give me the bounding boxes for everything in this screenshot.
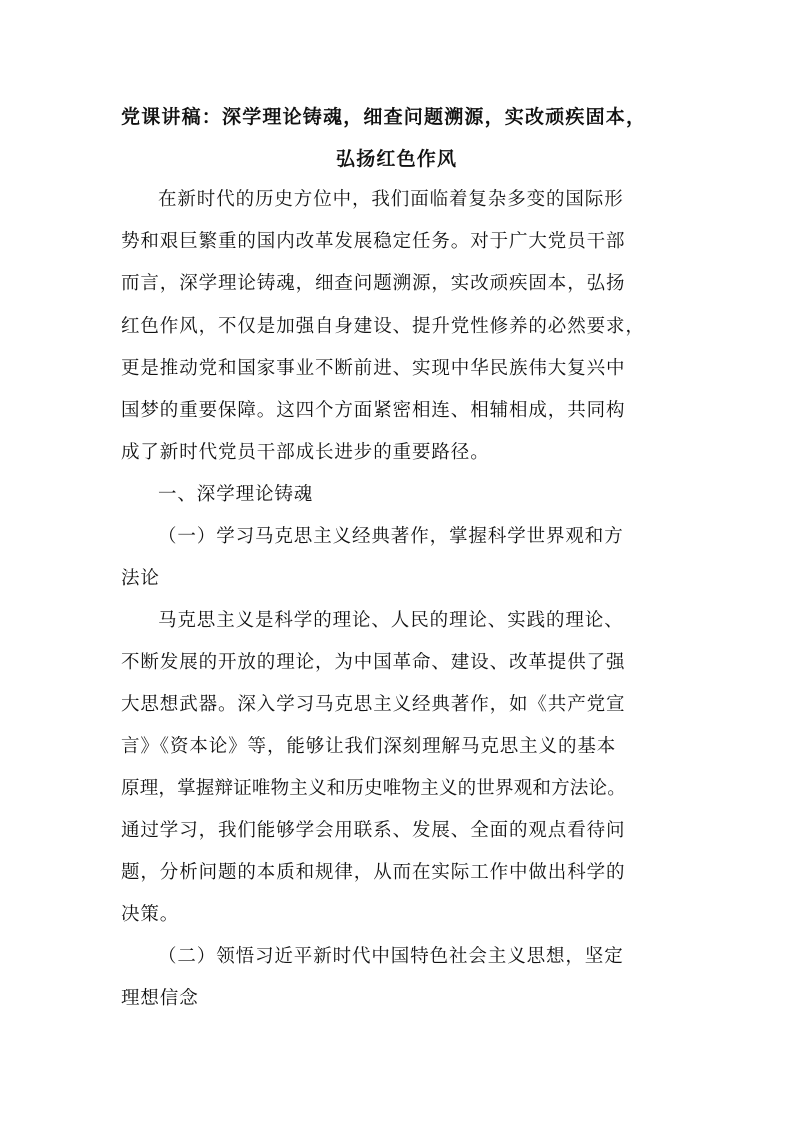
intro-paragraph-line: 更是推动党和国家事业不断前进、实现中华民族伟大复兴中 [121,358,626,379]
intro-paragraph-line: 红色作风，不仅是加强自身建设、提升党性修养的必然要求， [121,316,645,337]
subsection-heading-line: （二）领悟习近平新时代中国特色社会主义思想，坚定 [158,946,624,967]
body-paragraph-line: 题，分析问题的本质和规律，从而在实际工作中做出科学的 [121,862,626,883]
body-paragraph-line: 言》《资本论》等，能够让我们深刻理解马克思主义的基本 [121,736,617,757]
body-paragraph-line: 原理，掌握辩证唯物主义和历史唯物主义的世界观和方法论。 [121,778,626,799]
subsection-heading-line: （一）学习马克思主义经典著作，掌握科学世界观和方 [158,526,624,547]
document-title-line-1: 党课讲稿：深学理论铸魂，细查问题溯源，实改顽疾固本， [121,106,647,128]
subsection-heading-line: 法论 [121,568,160,589]
body-paragraph-line: 马克思主义是科学的理论、人民的理论、实践的理论、 [158,610,624,631]
intro-paragraph-line: 势和艰巨繁重的国内改革发展稳定任务。对于广大党员干部 [121,231,626,252]
intro-paragraph-line: 国梦的重要保障。这四个方面紧密相连、相辅相成，共同构 [121,400,626,421]
intro-paragraph-line: 成了新时代党员干部成长进步的重要路径。 [121,442,490,463]
body-paragraph-line: 大思想武器。深入学习马克思主义经典著作，如《共产党宣 [121,694,626,715]
body-paragraph-line: 决策。 [121,904,180,925]
document-title-line-2: 弘扬红色作风 [336,148,458,170]
section-heading: 一、深学理论铸魂 [158,484,314,505]
intro-paragraph-line: 在新时代的历史方位中，我们面临着复杂多变的国际形 [158,189,624,210]
intro-paragraph-line: 而言，深学理论铸魂，细查问题溯源，实改顽疾固本，弘扬 [121,273,626,294]
body-paragraph-line: 不断发展的开放的理论，为中国革命、建设、改革提供了强 [121,652,626,673]
body-paragraph-line: 通过学习，我们能够学会用联系、发展、全面的观点看待问 [121,820,626,841]
subsection-heading-line: 理想信念 [121,988,199,1009]
